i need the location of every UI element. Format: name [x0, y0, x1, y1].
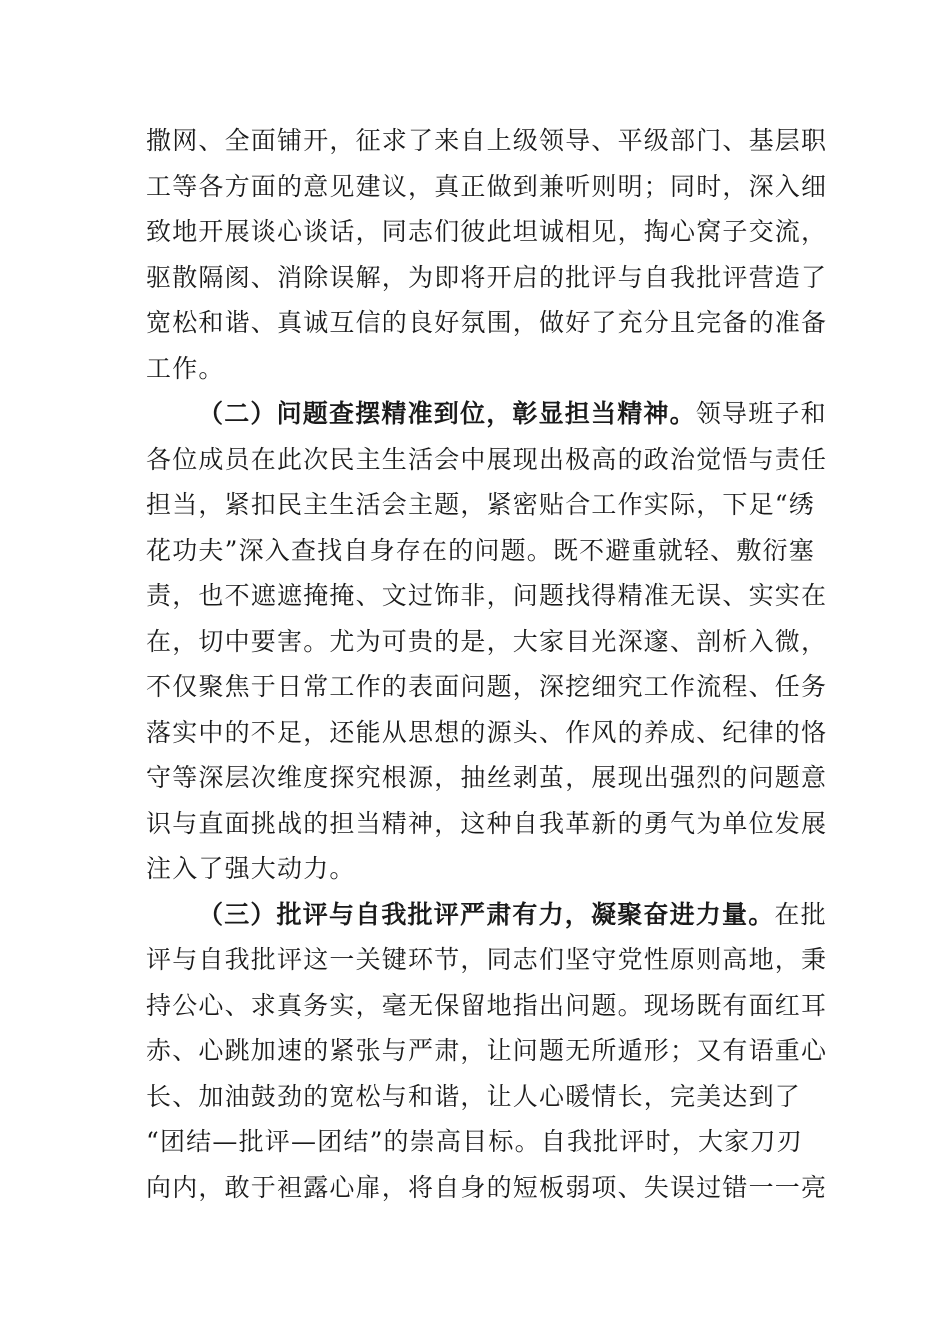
paragraph-first-line [146, 391, 827, 437]
paragraph-2 [146, 391, 828, 892]
text-line: “团结—批评—团结”的崇高目标。自我批评时，大家刀刃 [146, 1127, 803, 1156]
text-line: 识与直面挑战的担当精神，这种自我革新的勇气为单位发展 [146, 808, 828, 838]
text-line: 持公心、求真务实，毫无保留地指出问题。现场既有面红耳 [146, 990, 828, 1020]
text-line: 向内，敢于袒露心扉，将自身的短板弱项、失误过错一一亮 [146, 1172, 828, 1202]
section-heading: （三）批评与自我批评严肃有力，凝聚奋进力量。 [198, 899, 775, 929]
text-line: 长、加油鼓劲的宽松与和谐，让人心暖情长，完美达到了 [146, 1081, 802, 1111]
text-line: 守等深层次维度探究根源，抽丝剥茧，展现出强烈的问题意 [146, 763, 828, 792]
paragraph-1 [146, 118, 828, 391]
document-body [146, 118, 828, 1210]
text-line: 宽松和谐、真诚互信的良好氛围，做好了充分且完备的准备 [146, 308, 828, 337]
text-line: 工作。 [146, 353, 225, 383]
paragraph-3 [146, 892, 828, 1211]
text-line: 落实中的不足，还能从思想的源头、作风的养成、纪律的恪 [146, 717, 828, 747]
text-run: 在批 [774, 899, 827, 929]
text-line: 花功夫”深入查找自身存在的问题。既不避重就轻、敷衍塞 [146, 535, 815, 565]
text-line: 在，切中要害。尤为可贵的是，大家目光深邃、剖析入微， [146, 626, 828, 656]
text-line: 赤、心跳加速的紧张与严肃，让问题无所遁形；又有语重心 [146, 1036, 828, 1065]
paragraph-first-line [146, 892, 827, 938]
text-line: 撒网、全面铺开，征求了来自上级领导、平级部门、基层职 [146, 126, 828, 155]
text-line: 不仅聚焦于日常工作的表面问题，深挖细究工作流程、任务 [146, 672, 828, 701]
text-line: 致地开展谈心谈话，同志们彼此坦诚相见，掏心窝子交流， [146, 217, 828, 246]
text-line: 驱散隔阂、消除误解，为即将开启的批评与自我批评营造了 [146, 262, 828, 292]
text-line: 各位成员在此次民主生活会中展现出极高的政治觉悟与责任 [146, 444, 828, 474]
text-line: 评与自我批评这一关键环节，同志们坚守党性原则高地，秉 [146, 945, 828, 974]
text-line: 工等各方面的意见建议，真正做到兼听则明；同时，深入细 [146, 171, 828, 201]
text-line: 担当，紧扣民主生活会主题，紧密贴合工作实际，下足“绣 [146, 490, 815, 519]
text-line: 注入了强大动力。 [146, 854, 356, 883]
section-heading: （二）问题查摆精准到位，彰显担当精神。 [198, 399, 696, 428]
text-line: 责，也不遮遮掩掩、文过饰非，问题找得精准无误、实实在 [146, 581, 828, 610]
text-run: 领导班子和 [695, 399, 827, 428]
